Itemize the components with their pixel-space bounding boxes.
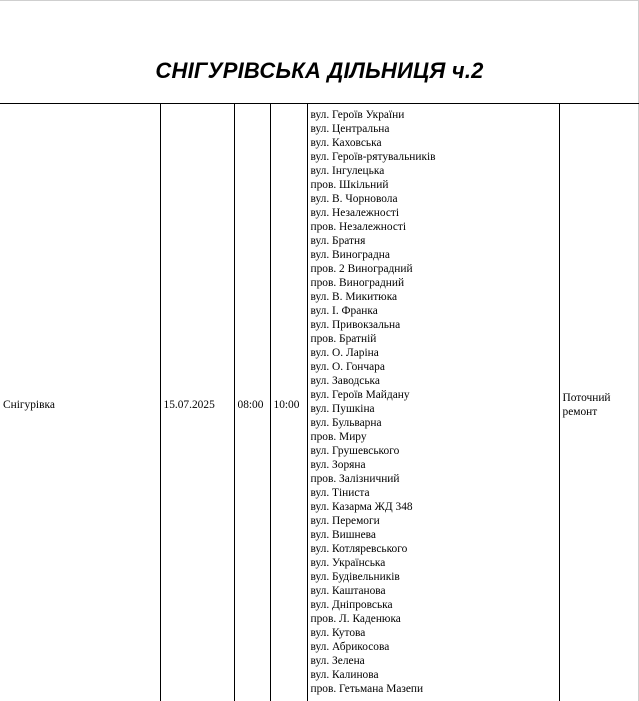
- table-row: [0, 104, 639, 701]
- page-title: СНІГУРІВСЬКА ДІЛЬНИЦЯ ч.2: [155, 58, 484, 83]
- page-top-border: [0, 0, 639, 1]
- street-item: вул. Українська: [310, 557, 386, 569]
- street-item: вул. Привокзальна: [310, 319, 401, 331]
- end-time-cell: 10:00: [270, 104, 307, 701]
- street-item: вул. Перемоги: [310, 515, 380, 527]
- street-item: вул. Центральна: [310, 123, 390, 135]
- street-item: пров. Миру: [310, 431, 367, 443]
- street-item: вул. О. Гончара: [310, 361, 385, 373]
- street-item: вул. Абрикосова: [310, 641, 390, 653]
- streets-cell: [307, 104, 559, 701]
- date-cell: 15.07.2025: [160, 104, 234, 701]
- street-item: вул. Котляревського: [310, 543, 408, 555]
- street-item: вул. Грушевського: [310, 445, 400, 457]
- street-item: вул. В. Чорновола: [310, 193, 398, 205]
- street-item: вул. Зелена: [310, 655, 365, 667]
- street-item: вул. Каштанова: [310, 585, 386, 597]
- street-item: пров. Виноградний: [310, 277, 405, 289]
- street-item: вул. Будівельників: [310, 571, 400, 583]
- street-item: вул. Героїв-рятувальників: [310, 151, 436, 163]
- street-item: вул. Виноградна: [310, 249, 390, 261]
- street-item: пров. Братній: [310, 333, 377, 345]
- street-item: вул. Героїв України: [310, 109, 405, 121]
- street-item: вул. Калинова: [310, 669, 379, 681]
- street-item: пров. Незалежності: [310, 221, 407, 233]
- street-item: вул. Вишнева: [310, 529, 376, 541]
- settlement-cell: Снігурівка: [0, 104, 160, 701]
- street-item: вул. Каховська: [310, 137, 382, 149]
- street-item: вул. Казарма ЖД 348: [310, 501, 413, 513]
- street-item: вул. Зоряна: [310, 459, 366, 471]
- street-item: вул. Незалежності: [310, 207, 400, 219]
- street-item: вул. Героїв Майдану: [310, 389, 410, 401]
- street-item: вул. Бульварна: [310, 417, 382, 429]
- start-time-cell: 08:00: [234, 104, 270, 701]
- street-item: вул. Пушкіна: [310, 403, 375, 415]
- street-item: вул. Дніпровська: [310, 599, 393, 611]
- street-item: вул. Братня: [310, 235, 366, 247]
- street-item: пров. Шкільний: [310, 179, 389, 191]
- street-item: пров. Залізничний: [310, 473, 400, 485]
- street-item: вул. І. Франка: [310, 305, 378, 317]
- street-item: вул. Кутова: [310, 627, 366, 639]
- street-item: вул. О. Ларіна: [310, 347, 379, 359]
- street-item: вул. Заводська: [310, 375, 380, 387]
- street-item: пров. 2 Виноградний: [310, 263, 413, 275]
- street-item: вул. Інгулецька: [310, 165, 385, 177]
- street-item: вул. Тіниста: [310, 487, 370, 499]
- outage-schedule-table: [0, 103, 639, 701]
- street-item: пров. Гетьмана Мазепи: [310, 683, 424, 695]
- street-item: пров. Л. Каденюка: [310, 613, 401, 625]
- reason-cell: Поточний ремонт: [559, 104, 639, 701]
- street-item: вул. В. Микитюка: [310, 291, 398, 303]
